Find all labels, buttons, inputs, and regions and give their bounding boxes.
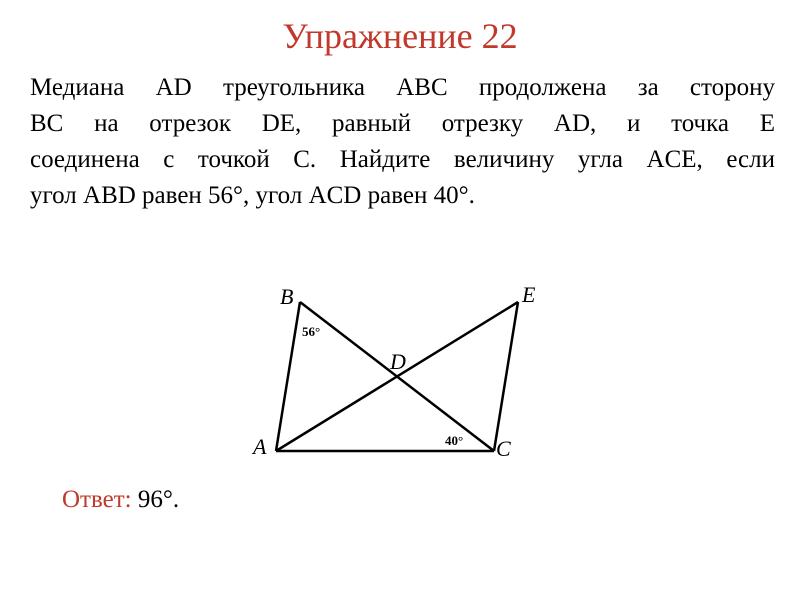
point-label-c: C (496, 436, 511, 461)
answer (62, 484, 179, 516)
point-label-d: D (390, 349, 406, 374)
segment-ce (494, 302, 518, 451)
point-label-a: A (253, 434, 267, 459)
angle-label-c: 40° (445, 433, 464, 448)
answer-value: 96°. (137, 486, 180, 513)
answer-label: Ответ: (62, 486, 132, 513)
problem-text (30, 70, 775, 214)
segment-ab (276, 302, 300, 451)
problem-line-4: угол ABD равен 56°, угол ACD равен 40°. (30, 182, 475, 209)
point-label-b: B (280, 284, 294, 309)
problem-line-1: Медиана AD треугольника ABC продолжена за сторону (30, 74, 775, 101)
problem-line-2: BC на отрезок DE, равный отрезку AD, и точка E (30, 110, 775, 137)
exercise-title: Упражнение 22 (282, 16, 518, 56)
triangle-figure (240, 270, 560, 470)
problem-line-3: соединена с точкой C. Найдите величину угла ACE, если (30, 146, 775, 173)
angle-label-b: 56° (302, 324, 321, 339)
point-label-e: E (522, 282, 536, 307)
